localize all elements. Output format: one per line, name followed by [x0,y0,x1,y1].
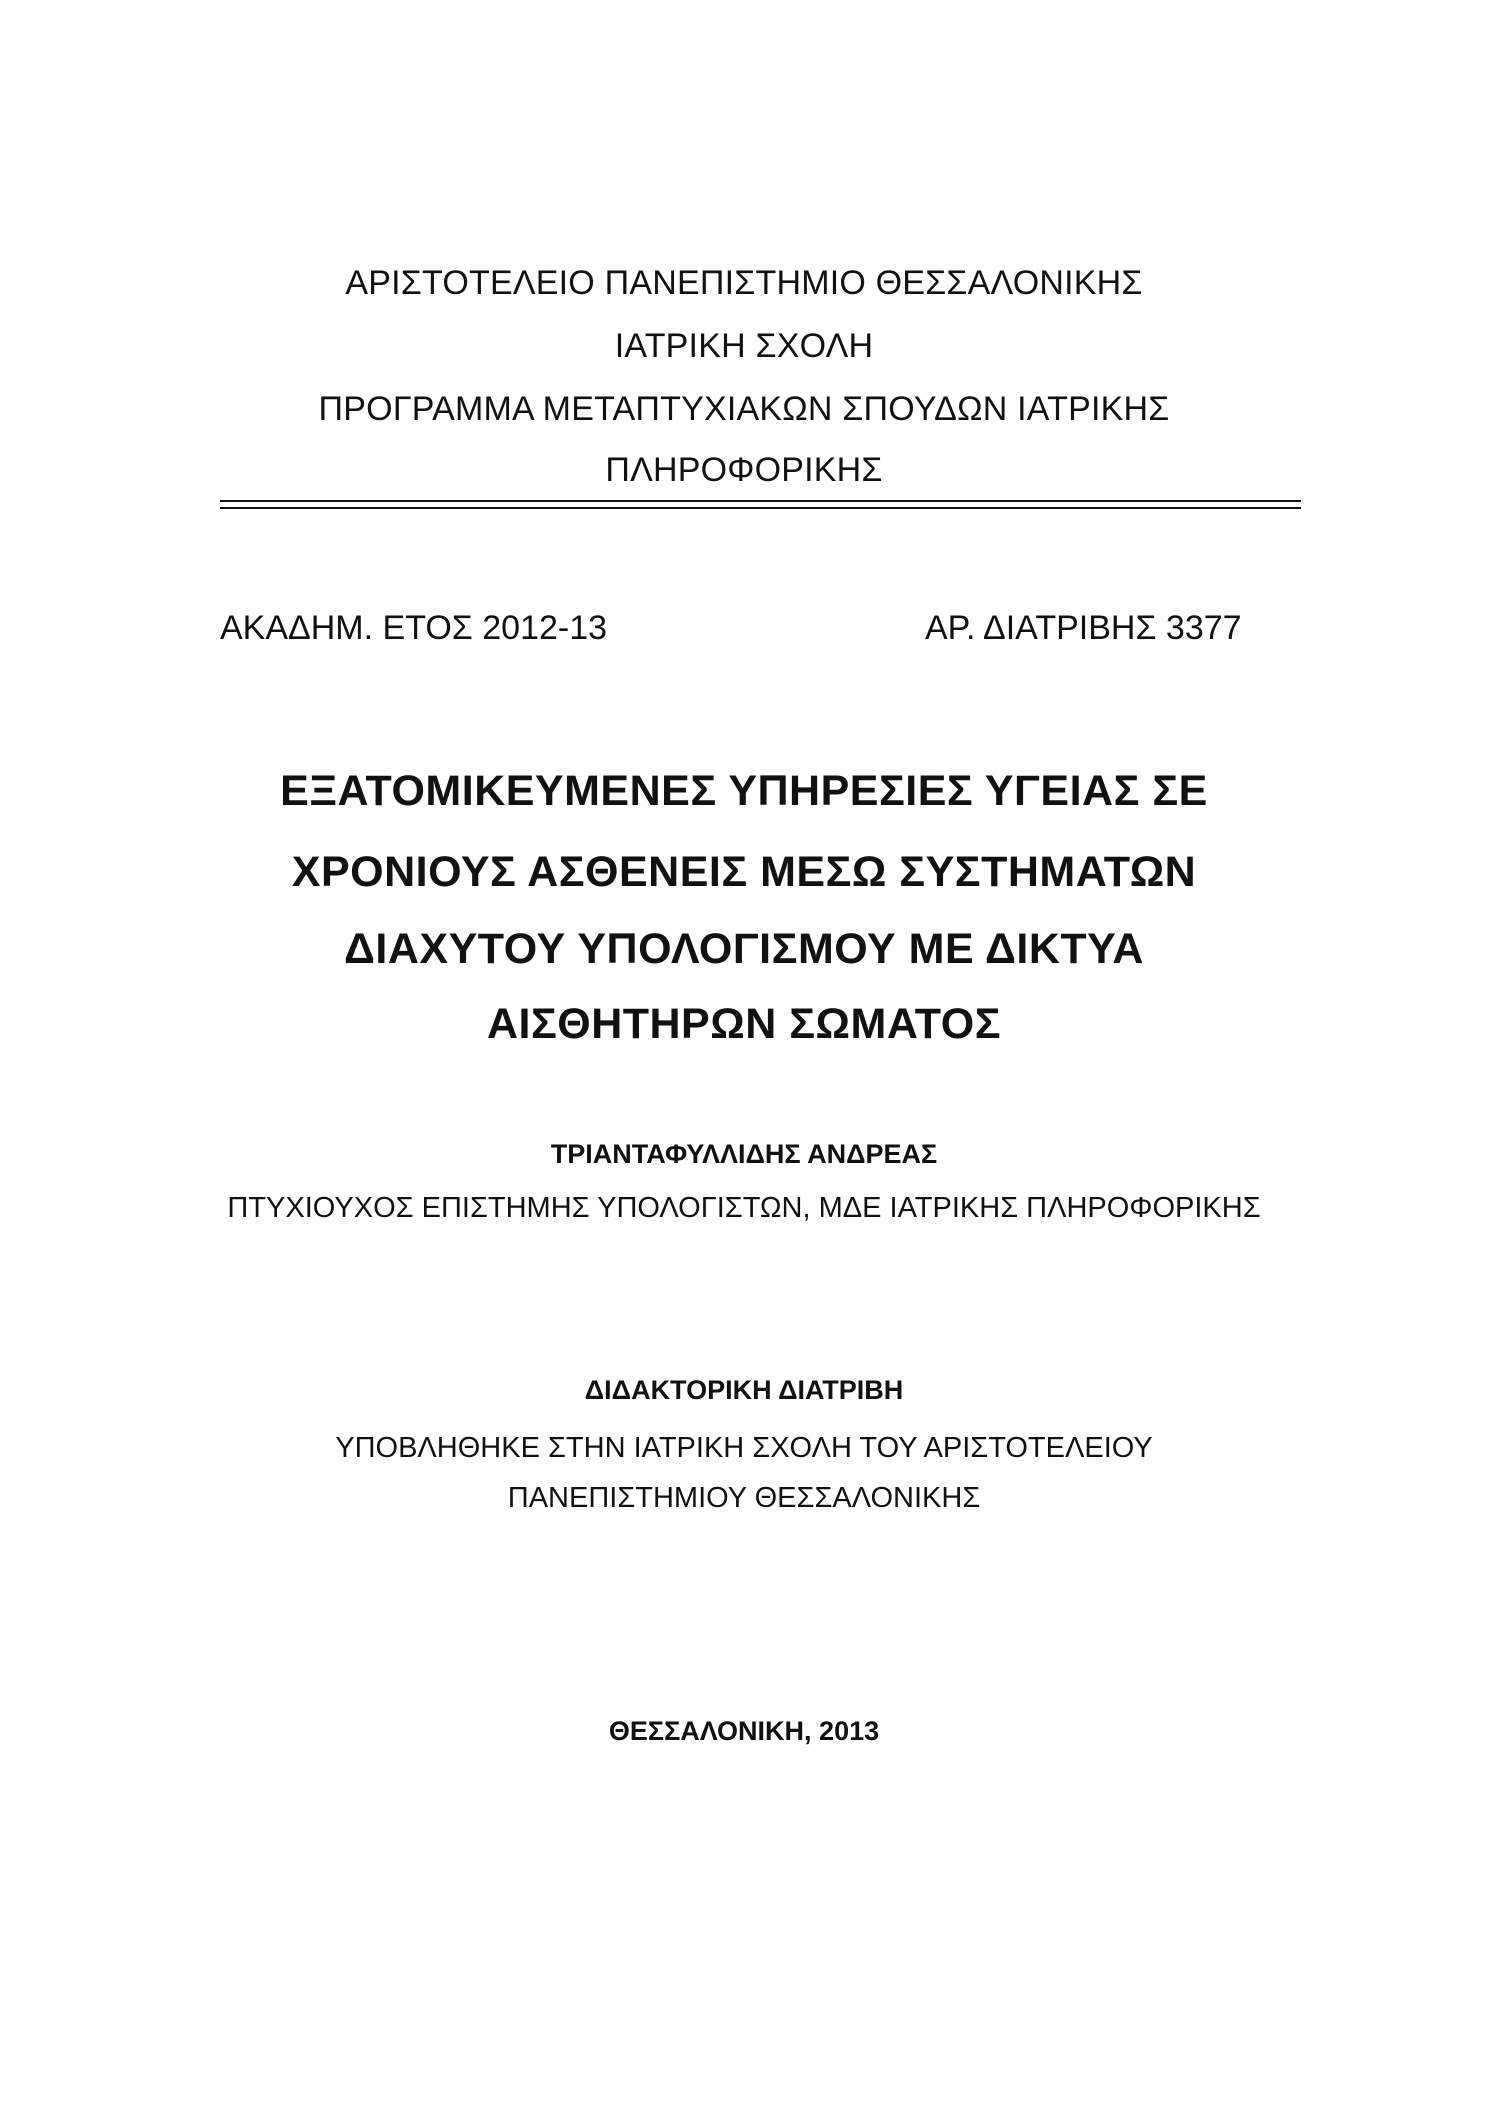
university-name: ΑΡΙΣΤΟΤΕΛΕΙΟ ΠΑΝΕΠΙΣΤΗΜΙΟ ΘΕΣΣΑΛΟΝΙΚΗΣ [345,264,1143,302]
thesis-title-line-1: ΕΞΑΤΟΜΙΚΕΥΜΕΝΕΣ ΥΠΗΡΕΣΙΕΣ ΥΓΕΙΑΣ ΣΕ [280,767,1208,815]
submission-line-2: ΠΑΝΕΠΙΣΤΗΜΙΟΥ ΘΕΣΣΑΛΟΝΙΚΗΣ [507,1482,981,1514]
submission-line-1: ΥΠΟΒΛΗΘΗΚΕ ΣΤΗΝ ΙΑΤΡΙΚΗ ΣΧΟΛΗ ΤΟΥ ΑΡΙΣΤΟΤΕΛΕΙΟΥ [335,1432,1153,1464]
academic-year: ΑΚΑΔΗΜ. ΕΤΟΣ 2012-13 [220,609,608,647]
thesis-title-line-4: ΑΙΣΘΗΤΗΡΩΝ ΣΩΜΑΤΟΣ [486,1000,1002,1048]
program-name-line-2: ΠΛΗΡΟΦΟΡΙΚΗΣ [605,451,883,489]
thesis-number: ΑΡ. ΔΙΑΤΡΙΒΗΣ 3377 [925,609,1242,647]
thesis-title-line-3: ΔΙΑΧΥΤΟΥ ΥΠΟΛΟΓΙΣΜΟΥ ΜΕ ΔΙΚΤΥΑ [343,925,1144,973]
program-name-line-1: ΠΡΟΓΡΑΜΜΑ ΜΕΤΑΠΤΥΧΙΑΚΩΝ ΣΠΟΥΔΩΝ ΙΑΤΡΙΚΗΣ [318,390,1170,428]
header-rule-bottom [220,507,1301,509]
school-name: ΙΑΤΡΙΚΗ ΣΧΟΛΗ [614,327,874,365]
author-name: ΤΡΙΑΝΤΑΦΥΛΛΙΔΗΣ ΑΝΔΡΕΑΣ [550,1139,938,1169]
place-year: ΘΕΣΣΑΛΟΝΙΚΗ, 2013 [608,1716,880,1746]
thesis-title-line-2: ΧΡΟΝΙΟΥΣ ΑΣΘΕΝΕΙΣ ΜΕΣΩ ΣΥΣΤΗΜΑΤΩΝ [291,848,1197,896]
thesis-type: ΔΙΔΑΚΤΟΡΙΚΗ ΔΙΑΤΡΙΒΗ [584,1375,904,1405]
author-credentials: ΠΤΥΧΙΟΥΧΟΣ ΕΠΙΣΤΗΜΗΣ ΥΠΟΛΟΓΙΣΤΩΝ, ΜΔΕ ΙΑΤΡΙΚΗΣ ΠΛΗΡΟΦΟΡΙΚΗΣ [227,1192,1261,1224]
header-rule-top [220,500,1301,502]
